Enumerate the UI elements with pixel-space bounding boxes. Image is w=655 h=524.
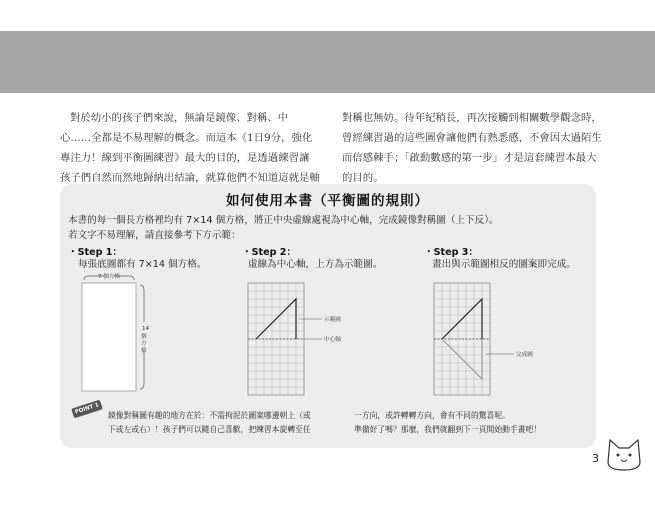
step-1-desc: 每張底圖都有 7×14 個方格。 <box>78 259 207 270</box>
intro-line: 對稱也無妨。待年紀稍長，再次接觸到相關數學觀念時， <box>342 112 602 124</box>
cat-face-icon <box>608 440 640 470</box>
point-line: 一方向，或許轉轉方向，會有不同的驚喜呢。 <box>354 411 510 420</box>
point-text-left <box>108 409 311 437</box>
step-2-title: ・Step 2： <box>242 247 297 258</box>
axis-label: 中心軸 <box>324 337 341 343</box>
panel-title: 如何使用本書（平衡圖的規則） <box>226 193 429 209</box>
point-text-right <box>354 409 541 437</box>
intro-line: 的目的。 <box>342 172 384 184</box>
cols-label: 7 個方格 <box>97 274 121 280</box>
point-badge: POINT 1 <box>71 400 103 419</box>
rows-label-char: 格 <box>141 348 147 354</box>
step-2-desc: 虛線為中心軸，上方為示範圖。 <box>248 259 383 270</box>
intro-line: 曾經練習過的這些圖會讓他們有熟悉感，不會因太過陌生 <box>342 132 602 144</box>
demo-label: 示範圖 <box>324 317 341 323</box>
mirrored-shape <box>442 339 482 379</box>
step-2-figure <box>248 283 341 395</box>
intro-line: 孩子們自然而然地歸納出結論，就算他們不知道這就是軸 <box>60 172 320 184</box>
step-3-desc: 畫出與示範圖相反的圖案即完成。 <box>432 259 576 270</box>
step-3-title: ・Step 3： <box>424 247 479 258</box>
point-line: 準備好了嗎？那麼，我們就翻到下一頁開始動手畫吧！ <box>354 425 542 434</box>
step-3-figure <box>434 283 533 395</box>
step-1-title: ・Step 1： <box>68 247 123 258</box>
intro-line: 而倍感棘手；「啟動數感的第一步」才是這套練習本最大 <box>342 152 597 164</box>
demo-shape <box>442 299 482 339</box>
rows-label: 14 <box>142 326 150 332</box>
page-number: 3 <box>592 452 599 465</box>
point-line: 下或左或右）！孩子們可以隨自己喜歡，把練習本旋轉至任 <box>108 425 311 434</box>
intro-line: 專注力！線到平衡圖練習》最大的目的，是透過練習讓 <box>60 152 310 164</box>
done-label: 完成圖 <box>516 352 533 358</box>
rows-label-char: 方 <box>141 341 147 347</box>
intro-line: 心……全都是不易理解的概念。而這本《1日9分，強化 <box>60 132 313 144</box>
point-line: 鏡像對稱圖有趣的地方在於：不需拘泥於圖案哪邊朝上（或 <box>108 411 311 420</box>
demo-shape <box>256 299 296 339</box>
panel-description: 本書的每一個長方格裡均有 7×14 個方格，將正中央虛線處視為中心軸，完成鏡像對稱圖（上下反）。 <box>68 215 499 226</box>
step-1-figure <box>82 272 150 391</box>
rows-label-char: 個 <box>141 334 147 340</box>
intro-line: 對於幼小的孩子們來說，無論是鏡像、對稱、中 <box>70 112 289 124</box>
panel-description-2: 若文字不易理解，請直接參考下方示範： <box>68 230 241 241</box>
